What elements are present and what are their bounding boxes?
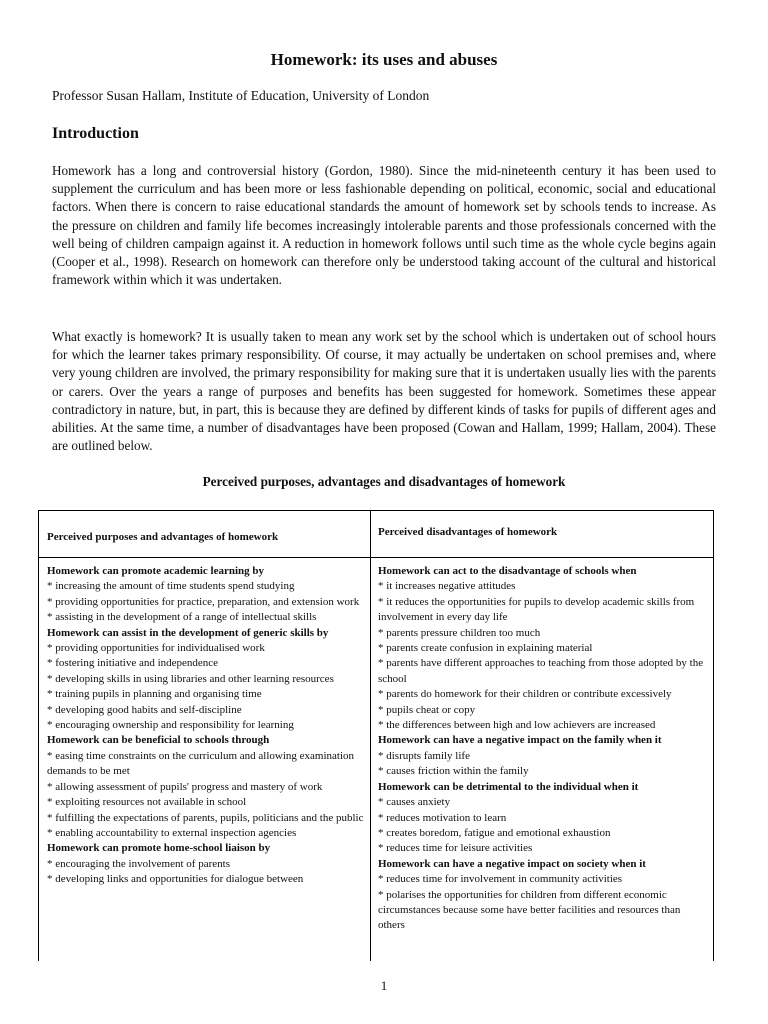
table-list-item: * it reduces the opportunities for pupils to develop academic skills from involvement in every day life [378, 595, 695, 624]
table-list-item: * developing links and opportunities for dialogue between [47, 873, 304, 886]
table-list-item: * reduces motivation to learn [378, 811, 507, 824]
table-list-item: * exploiting resources not available in school [47, 796, 247, 809]
table-header-divider [39, 557, 713, 558]
table-list-item: * polarises the opportunities for children from different economic circumstances because some have better facilities and resources than others [378, 888, 681, 932]
table-list-item: * the differences between high and low achievers are increased [378, 719, 656, 732]
table-list-item: * fulfilling the expectations of parents, pupils, politicians and the public [47, 811, 364, 824]
table-list-item: * training pupils in planning and organising time [47, 688, 262, 701]
disadvantages-column [378, 564, 704, 934]
table-column-divider [370, 511, 371, 961]
table-title: Perceived purposes, advantages and disadvantages of homework [202, 474, 566, 489]
table-list-item: * causes friction within the family [378, 765, 529, 778]
table-group-heading: Homework can be beneficial to schools through [47, 734, 270, 747]
table-list-item: * it increases negative attitudes [378, 580, 516, 593]
advantages-column [47, 564, 365, 888]
table-list-item: * parents create confusion in explaining material [378, 642, 593, 655]
table-list-item: * pupils cheat or copy [378, 703, 476, 716]
table-list-item: * reduces time for leisure activities [378, 842, 533, 855]
table-list-item: * easing time constraints on the curriculum and allowing examination demands to be met [47, 749, 355, 778]
table-list-item: * providing opportunities for practice, preparation, and extension work [47, 595, 360, 608]
table-list-item: * increasing the amount of time students spend studying [47, 580, 295, 593]
table-list-item: * parents do homework for their children or contribute excessively [378, 688, 672, 701]
table-list-item: * assisting in the development of a range of intellectual skills [47, 611, 317, 624]
table-group-heading: Homework can have a negative impact on the family when it [378, 734, 662, 747]
table-group-heading: Homework can assist in the development of generic skills by [47, 626, 329, 639]
document-title: Homework: its uses and abuses [270, 50, 498, 69]
table-list-item: * encouraging the involvement of parents [47, 857, 230, 870]
homework-table [38, 510, 714, 961]
table-list-item: * encouraging ownership and responsibility for learning [47, 719, 294, 732]
table-group-heading: Homework can have a negative impact on society when it [378, 857, 646, 870]
table-group-heading: Homework can be detrimental to the individual when it [378, 780, 639, 793]
table-list-item: * enabling accountability to external inspection agencies [47, 826, 297, 839]
section-heading: Introduction [52, 125, 139, 142]
table-list-item: * developing good habits and self-discipline [47, 703, 242, 716]
table-list-item: * allowing assessment of pupils' progress and mastery of work [47, 780, 323, 793]
table-group-heading: Homework can promote academic learning by [47, 565, 265, 577]
page-number: 1 [380, 978, 388, 993]
table-list-item: * disrupts family life [378, 749, 470, 762]
table-list-item: * reduces time for involvement in community activities [378, 873, 623, 886]
table-list-item: * developing skills in using libraries and other learning resources [47, 672, 334, 685]
table-header-advantages: Perceived purposes and advantages of homework [47, 531, 279, 543]
paragraph-2: What exactly is homework? It is usually taken to mean any work set by the school which is undertaken out of school hours for which the learner takes primary responsibility. Of course, it may actually be undertaken on school premises and, where very young children are involved, the primary responsibility for making sure that it is undertaken usually lies with the parents or carers. Over the years a range of purposes and benefits has been suggested for homework. Sometimes these appear contradictory in nature, but, in part, this is because they are defined by different kinds of tasks for pupils of different ages and abilities. At the same time, a number of disadvantages have been proposed (Cowan and Hallam, 1999; Hallam, 2004). These are outlined below. [52, 329, 716, 454]
table-header-disadvantages: Perceived disadvantages of homework [378, 526, 558, 538]
table-group-heading: Homework can promote home-school liaison by [47, 842, 271, 855]
table-list-item: * parents have different approaches to teaching from those adopted by the school [378, 657, 704, 685]
table-list-item: * creates boredom, fatigue and emotional exhaustion [378, 826, 611, 839]
table-list-item: * causes anxiety [378, 796, 451, 809]
paragraph-1: Homework has a long and controversial history (Gordon, 1980). Since the mid-nineteenth century it has been used to supplement the curriculum and has been more or less fashionable depending on political, economic, social and educational factors. When there is concern to raise educational standards the amount of homework set by schools tends to increase. As the pressure on children and family life becomes increasingly intolerable parents and those professionals concerned with the well being of children campaign against it. A reduction in homework follows until such time as the whole cycle begins again (Cooper et al., 1998). Research on homework can therefore only be understood taking account of the cultural and historical framework within which it was undertaken. [52, 163, 716, 288]
table-group-heading: Homework can act to the disadvantage of schools when [378, 565, 637, 577]
table-list-item: * providing opportunities for individualised work [47, 642, 265, 655]
author-line: Professor Susan Hallam, Institute of Education, University of London [52, 88, 430, 103]
table-list-item: * fostering initiative and independence [47, 657, 219, 670]
table-list-item: * parents pressure children too much [378, 626, 541, 639]
